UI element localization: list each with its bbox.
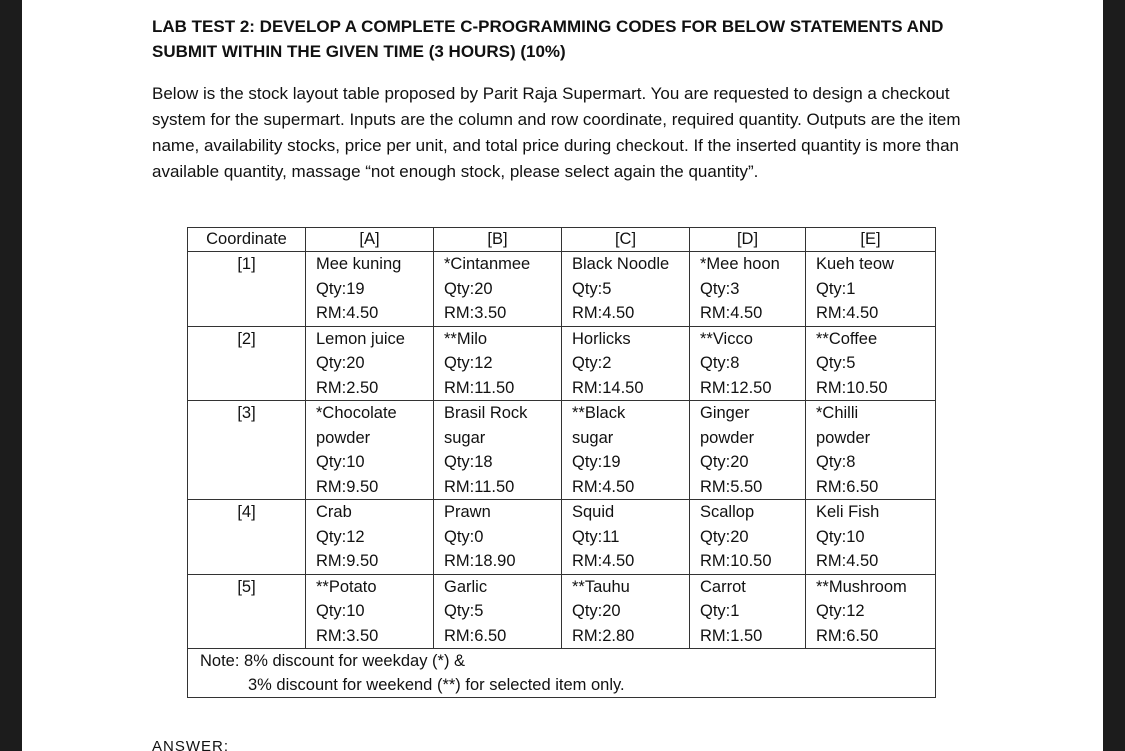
stock-cell-line: RM:1.50 [700, 626, 763, 645]
stock-cell-line: Qty:18 [444, 453, 493, 471]
note-line-weekend: 3% discount for weekend (**) for selected item only. [248, 676, 625, 694]
stock-cell-line: Carrot [700, 577, 746, 596]
stock-layout-table [187, 227, 936, 698]
stock-cell-line: **Vicco [700, 329, 753, 348]
stock-cell-line: RM:18.90 [444, 552, 516, 570]
row-coordinate: [5] [188, 574, 306, 649]
stock-cell-line: sugar [572, 428, 614, 447]
stock-cell-line: Qty:5 [816, 354, 856, 372]
stock-cell-line: RM:4.50 [572, 304, 635, 322]
stock-cell-line: RM:2.50 [316, 378, 379, 397]
stock-cell-line: RM:3.50 [444, 304, 507, 322]
stock-cell-e [806, 401, 936, 500]
stock-cell-e [806, 326, 936, 401]
stock-cell-d [690, 574, 806, 649]
stock-cell-b [434, 252, 562, 327]
stock-cell-line: Qty:10 [316, 453, 365, 471]
stock-cell-line: *Mee hoon [700, 255, 780, 273]
table-row [188, 252, 936, 327]
stock-cell-c [562, 500, 690, 575]
stock-cell-line: RM:4.50 [816, 552, 879, 570]
stock-cell-line: Qty:19 [572, 453, 621, 471]
stock-cell-a [306, 574, 434, 649]
stock-cell-e [806, 574, 936, 649]
stock-cell-d [690, 252, 806, 327]
stock-cell-b [434, 326, 562, 401]
discount-note [188, 649, 936, 698]
stock-cell-line: RM:9.50 [316, 477, 379, 496]
stock-cell-line: Qty:10 [316, 602, 365, 620]
stock-cell-line: **Milo [444, 329, 488, 348]
stock-cell-line: RM:10.50 [700, 552, 772, 570]
stock-cell-line: Qty:1 [700, 602, 740, 620]
stock-cell-line: **Coffee [816, 329, 878, 348]
stock-cell-line: Horlicks [572, 329, 631, 348]
stock-cell-c [562, 252, 690, 327]
stock-cell-line: Garlic [444, 577, 488, 596]
stock-cell-line: **Potato [316, 577, 377, 596]
row-coordinate: [1] [188, 252, 306, 327]
stock-cell-line: RM:11.50 [444, 477, 515, 496]
stock-cell-line: Mee kuning [316, 255, 402, 273]
document-page [22, 0, 1103, 751]
stock-cell-line: *Chilli [816, 404, 859, 422]
table-row [188, 500, 936, 575]
stock-cell-line: Squid [572, 503, 615, 521]
stock-cell-line: RM:3.50 [316, 626, 379, 645]
stock-cell-line: Qty:12 [316, 527, 365, 546]
stock-cell-line: RM:11.50 [444, 378, 515, 397]
stock-cell-line: Qty:20 [444, 279, 493, 298]
stock-cell-c [562, 574, 690, 649]
stock-cell-line: Qty:10 [816, 527, 865, 546]
stock-cell-d [690, 500, 806, 575]
stock-cell-line: Qty:2 [572, 354, 612, 372]
stock-cell-line: powder [816, 428, 871, 447]
stock-cell-line: Black Noodle [572, 255, 670, 273]
note-row [188, 649, 936, 698]
stock-cell-line: Qty:19 [316, 279, 365, 298]
problem-statement: Below is the stock layout table proposed by Parit Raja Supermart. You are requested to design a checkout system for the supermart. Inputs are the column and row coordinate, required quantity. Outputs are the item name, availability stocks, price per unit, and total price during checkout. If the inserted quantity is more than available quantity, massage “not enough stock, please select again the quantity”. [152, 84, 961, 181]
lab-test-title: LAB TEST 2: DEVELOP A COMPLETE C-PROGRAMMING CODES FOR BELOW STATEMENTS AND SUBMIT WITHIN THE GIVEN TIME (3 HOURS) (10%) [152, 17, 944, 61]
table-row [188, 401, 936, 500]
stock-cell-line: sugar [444, 428, 486, 447]
stock-cell-line: Qty:12 [444, 354, 493, 372]
stock-cell-line: **Mushroom [816, 577, 907, 596]
stock-cell-line: Qty:8 [700, 354, 740, 372]
stock-cell-line: Qty:11 [572, 527, 620, 546]
stock-cell-c [562, 326, 690, 401]
stock-cell-line: Qty:1 [816, 279, 856, 298]
stock-cell-line: Qty:5 [572, 279, 612, 298]
stock-cell-b [434, 401, 562, 500]
stock-cell-line: Qty:20 [700, 527, 749, 546]
header-col-c: [C] [562, 228, 690, 252]
stock-cell-line: RM:10.50 [816, 378, 888, 397]
stock-cell-line: Qty:8 [816, 453, 856, 471]
header-col-d: [D] [690, 228, 806, 252]
stock-cell-line: *Cintanmee [444, 255, 531, 273]
stock-cell-d [690, 401, 806, 500]
stock-cell-line: Qty:20 [700, 453, 749, 471]
stock-cell-line: powder [700, 428, 755, 447]
row-coordinate: [2] [188, 326, 306, 401]
stock-cell-line: **Black [572, 404, 626, 422]
stock-cell-line: Qty:0 [444, 527, 484, 546]
row-coordinate: [4] [188, 500, 306, 575]
stock-cell-line: Lemon juice [316, 329, 405, 348]
stock-cell-line: Kueh teow [816, 255, 894, 273]
stock-cell-a [306, 326, 434, 401]
stock-cell-line: Qty:12 [816, 602, 865, 620]
stock-cell-line: RM:6.50 [816, 626, 879, 645]
table-row [188, 326, 936, 401]
stock-cell-line: Scallop [700, 503, 755, 521]
stock-cell-e [806, 252, 936, 327]
stock-cell-line: RM:6.50 [816, 477, 879, 496]
stock-cell-line: **Tauhu [572, 577, 630, 596]
stock-cell-d [690, 326, 806, 401]
header-col-b: [B] [434, 228, 562, 252]
header-coordinate: Coordinate [188, 228, 306, 252]
stock-cell-line: *Chocolate [316, 404, 397, 422]
answer-label: ANSWER: [152, 738, 230, 751]
stock-cell-line: Prawn [444, 503, 491, 521]
stock-cell-line: RM:6.50 [444, 626, 507, 645]
stock-cell-line: RM:5.50 [700, 477, 763, 496]
stock-cell-line: RM:4.50 [816, 304, 879, 322]
stock-cell-line: RM:4.50 [316, 304, 379, 322]
stock-cell-line: RM:4.50 [700, 304, 763, 322]
table-header-row [188, 228, 936, 252]
stock-cell-line: RM:12.50 [700, 378, 772, 397]
stock-cell-line: RM:9.50 [316, 552, 379, 570]
stock-cell-line: Qty:3 [700, 279, 740, 298]
stock-cell-line: Brasil Rock [444, 404, 528, 422]
stock-cell-a [306, 401, 434, 500]
stock-cell-line: Qty:5 [444, 602, 484, 620]
stock-cell-line: RM:14.50 [572, 378, 644, 397]
stock-cell-line: Ginger [700, 404, 750, 422]
stock-cell-a [306, 500, 434, 575]
header-col-e: [E] [806, 228, 936, 252]
header-col-a: [A] [306, 228, 434, 252]
stock-cell-line: Crab [316, 503, 352, 521]
note-line-weekday: Note: 8% discount for weekday (*) & [200, 652, 466, 670]
stock-cell-b [434, 500, 562, 575]
stock-cell-b [434, 574, 562, 649]
stock-cell-a [306, 252, 434, 327]
table-row [188, 574, 936, 649]
stock-cell-line: RM:2.80 [572, 626, 635, 645]
row-coordinate: [3] [188, 401, 306, 500]
stock-cell-c [562, 401, 690, 500]
stock-cell-e [806, 500, 936, 575]
stock-cell-line: powder [316, 428, 371, 447]
stock-cell-line: RM:4.50 [572, 477, 635, 496]
stock-cell-line: Qty:20 [316, 354, 365, 372]
stock-cell-line: Qty:20 [572, 602, 621, 620]
stock-cell-line: Keli Fish [816, 503, 880, 521]
stock-cell-line: RM:4.50 [572, 552, 635, 570]
